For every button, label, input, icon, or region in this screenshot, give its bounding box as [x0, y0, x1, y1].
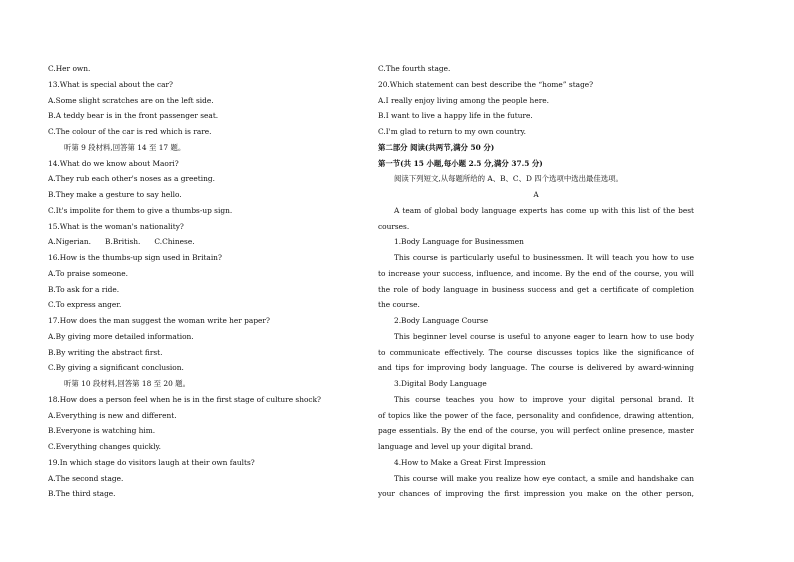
- listening-instruction-9: 听第 9 段材料,回答第 14 至 17 题。: [64, 142, 186, 152]
- course-1-text: the role of body language in business success and get a certificate of completion: [378, 284, 694, 294]
- option-a-q14: A.They rub each other's noses as a greeting.: [48, 174, 215, 184]
- course-4-text: This course will make you realize how eye contact, a smile and handshake can: [394, 473, 694, 483]
- question-20: 20.Which statement can best describe the “home” stage?: [378, 79, 594, 89]
- option-a-q20: A.I really enjoy living among the people here.: [378, 95, 549, 105]
- question-15: 15.What is the woman's nationality?: [48, 221, 184, 231]
- course-1-title: 1.Body Language for Businessmen: [394, 237, 524, 247]
- course-3-text: This course teaches you how to improve your digital personal brand. It: [394, 394, 694, 404]
- option-b-q15: B.British.: [105, 237, 141, 247]
- course-2-text: This beginner level course is useful to anyone eager to learn how to use body: [394, 331, 694, 341]
- course-2-text: and tips for improving body language. The course is delivered by award-winning: [378, 363, 694, 373]
- course-3-text-end: language and level up your digital brand.: [378, 442, 534, 451]
- left-column: [48, 61, 348, 502]
- option-b-q19: B.The third stage.: [48, 489, 116, 499]
- passage-label: A: [533, 190, 539, 199]
- reading-instruction: 阅读下列短文,从每题所给的 A、B、C、D 四个选项中选出最佳选项。: [394, 174, 623, 184]
- course-1-text: to increase your success, influence, and income. By the end of the course, you will: [378, 268, 694, 278]
- option-c-q13: C.The colour of the car is red which is rare.: [48, 127, 212, 136]
- option-a-q17: A.By giving more detailed information.: [48, 331, 194, 341]
- option-c-q15: C.Chinese.: [154, 237, 195, 247]
- question-14: 14.What do we know about Maori?: [48, 158, 179, 168]
- option-c-q16: C.To express anger.: [48, 300, 122, 310]
- option-a-q16: A.To praise someone.: [48, 268, 128, 278]
- option-b-q17: B.By writing the abstract first.: [48, 347, 163, 357]
- course-1-text: This course is particularly useful to businessmen. It will teach you how to use: [394, 253, 694, 262]
- course-3-text: of topics like the power of the face, personality and confidence, drawing attention,: [378, 410, 694, 420]
- options-q15: [48, 234, 348, 250]
- option-c-q17: C.By giving a significant conclusion.: [48, 363, 184, 373]
- question-18: 18.How does a person feel when he is in the first stage of culture shock?: [48, 394, 322, 404]
- listening-instruction-10: 听第 10 段材料,回答第 18 至 20 题。: [64, 379, 190, 388]
- option-c-q12: C.Her own.: [48, 64, 91, 73]
- passage-intro: A team of global body language experts has come up with this list of the best: [394, 205, 694, 215]
- option-c-q18: C.Everything changes quickly.: [48, 442, 162, 451]
- course-4-title: 4.How to Make a Great First Impression: [394, 457, 546, 467]
- option-b-q16: B.To ask for a ride.: [48, 284, 120, 294]
- course-3-title: 3.Digital Body Language: [394, 379, 487, 388]
- option-a-q15: A.Nigerian.: [48, 237, 92, 247]
- section-heading-reading: 第二部分 阅读(共两节,满分 50 分): [378, 142, 495, 152]
- option-b-q13: B.A teddy bear is in the front passenger seat.: [48, 111, 219, 121]
- passage-intro-end: courses.: [378, 221, 410, 231]
- question-19: 19.In which stage do visitors laugh at their own faults?: [48, 457, 255, 467]
- option-b-q20: B.I want to live a happy life in the future.: [378, 111, 533, 121]
- option-c-q20: C.I'm glad to return to my own country.: [378, 127, 527, 136]
- subsection-heading: 第一节(共 15 小题,每小题 2.5 分,满分 37.5 分): [378, 158, 543, 168]
- question-13: 13.What is special about the car?: [48, 79, 174, 89]
- option-b-q14: B.They make a gesture to say hello.: [48, 190, 182, 199]
- course-1-text-end: the course.: [378, 300, 420, 310]
- course-2-title: 2.Body Language Course: [394, 316, 489, 325]
- option-a-q13: A.Some slight scratches are on the left side.: [48, 95, 214, 105]
- course-3-text: page essentials. By the end of the course, you will perfect online presence, master: [378, 426, 694, 436]
- option-a-q18: A.Everything is new and different.: [48, 410, 177, 420]
- right-column: [378, 61, 694, 502]
- option-c-q19: C.The fourth stage.: [378, 64, 451, 73]
- course-2-text: to communicate effectively. The course discusses topics like the significance of: [378, 347, 694, 357]
- question-17: 17.How does the man suggest the woman write her paper?: [48, 316, 270, 325]
- question-16: 16.How is the thumbs-up sign used in Britain?: [48, 253, 222, 262]
- option-a-q19: A.The second stage.: [48, 473, 124, 483]
- option-b-q18: B.Everyone is watching him.: [48, 426, 156, 436]
- course-4-text: your chances of improving the first impression you make on the other person,: [378, 489, 694, 499]
- option-c-q14: C.It's impolite for them to give a thumbs-up sign.: [48, 205, 233, 215]
